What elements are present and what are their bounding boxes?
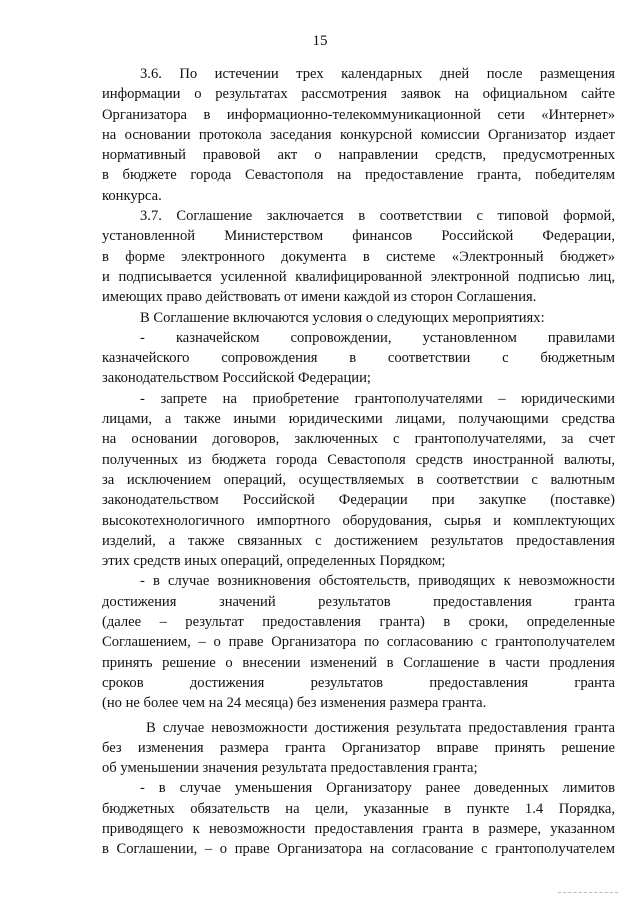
text-line: законодательством Российской Федерации при закупке (поставке) [102, 492, 615, 509]
text-line: на основании протокола заседания конкурсной комиссии Организатор издает [102, 126, 615, 143]
text-line: 3.7. Соглашение заключается в соответствии с типовой формой, [140, 208, 615, 225]
text-line: установленной Министерством финансов Российской Федерации, [102, 228, 615, 245]
paragraph-p-impossibility [102, 718, 615, 779]
text-line: об уменьшении значения результата предоставления гранта; [102, 760, 478, 777]
text-line: конкурса. [102, 187, 162, 204]
text-line: Организатора в информационно-телекоммуникационной сети «Интернет» [102, 106, 615, 123]
text-line: Соглашением, – о праве Организатора по согласованию с грантополучателем [102, 634, 615, 651]
text-line: В Соглашение включаются условия о следующих мероприятиях: [140, 309, 545, 326]
paragraph-p-conditions [102, 308, 615, 328]
paragraph-p-prohibition [102, 389, 615, 572]
text-line: этих средств иных операций, определенных Порядком; [102, 553, 446, 570]
paragraph-p-circumstances [102, 571, 615, 713]
paragraph-p-3-7 [102, 206, 615, 307]
text-line: законодательством Российской Федерации; [102, 370, 371, 387]
text-line: В случае невозможности достижения результата предоставления гранта [146, 719, 615, 736]
text-line: достижения значений результатов предоставления гранта [102, 593, 615, 610]
text-line: сроков достижения результатов предоставления гранта [102, 674, 615, 691]
text-line: - в случае возникновения обстоятельств, приводящих к невозможности [140, 573, 615, 590]
paragraph-p-treasury [102, 328, 615, 389]
text-line: в форме электронного документа в системе «Электронный бюджет» [102, 248, 615, 265]
text-line: - казначейском сопровождении, установленном правилами [140, 329, 615, 346]
text-line: в Соглашении, – о праве Организатора на согласование с грантополучателем [102, 841, 615, 858]
text-line: нормативный правовой акт о направлении средств, предусмотренных [102, 147, 615, 164]
text-line: имеющих право действовать от имени каждой из сторон Соглашения. [102, 289, 537, 306]
text-line: (далее – результат предоставления гранта) в сроки, определенные [102, 614, 615, 631]
text-line: информации о результатах рассмотрения заявок на официальном сайте [102, 86, 615, 103]
text-line: бюджетных обязательств на цели, указанные в пункте 1.4 Порядка, [102, 800, 615, 817]
text-line: - запрете на приобретение грантополучателями – юридическими [140, 390, 615, 407]
text-line: в бюджете города Севастополя на предоставление гранта, победителям [102, 167, 615, 184]
text-line: и подписывается усиленной квалифицированной электронной подписью лиц, [102, 268, 615, 285]
text-line: изделий, а также связанных с достижением результатов предоставления [102, 532, 615, 549]
text-line: за исключением операций, осуществляемых в соответствии с валютным [102, 471, 615, 488]
text-line: (но не более чем на 24 месяца) без изменения размера гранта. [102, 695, 487, 712]
paragraph-p-3-6 [102, 64, 615, 206]
text-line: лицами, а также иными юридическими лицами, получающими средства [102, 411, 615, 428]
text-line: приводящего к невозможности предоставления гранта в размере, указанном [102, 820, 615, 837]
text-line: высокотехнологичного импортного оборудования, сырья и комплектующих [102, 512, 615, 529]
text-line: без изменения размера гранта Организатор вправе принять решение [102, 739, 615, 756]
text-line: полученных из бюджета города Севастополя средств иностранной валюты, [102, 451, 615, 468]
page-number: 15 [312, 33, 328, 49]
text-line: принять решение о внесении изменений в Соглашение в части продления [102, 654, 615, 671]
document-body [102, 64, 615, 860]
text-line: 3.6. По истечении трех календарных дней после размещения [140, 66, 615, 82]
paragraph-p-reduction [102, 778, 615, 859]
scan-artifact [558, 892, 618, 897]
text-line: казначейского сопровождения в соответствии с бюджетным [102, 350, 615, 367]
text-line: - в случае уменьшения Организатору ранее доведенных лимитов [140, 780, 615, 797]
text-line: на основании договоров, заключенных с грантополучателями, за счет [102, 431, 615, 448]
